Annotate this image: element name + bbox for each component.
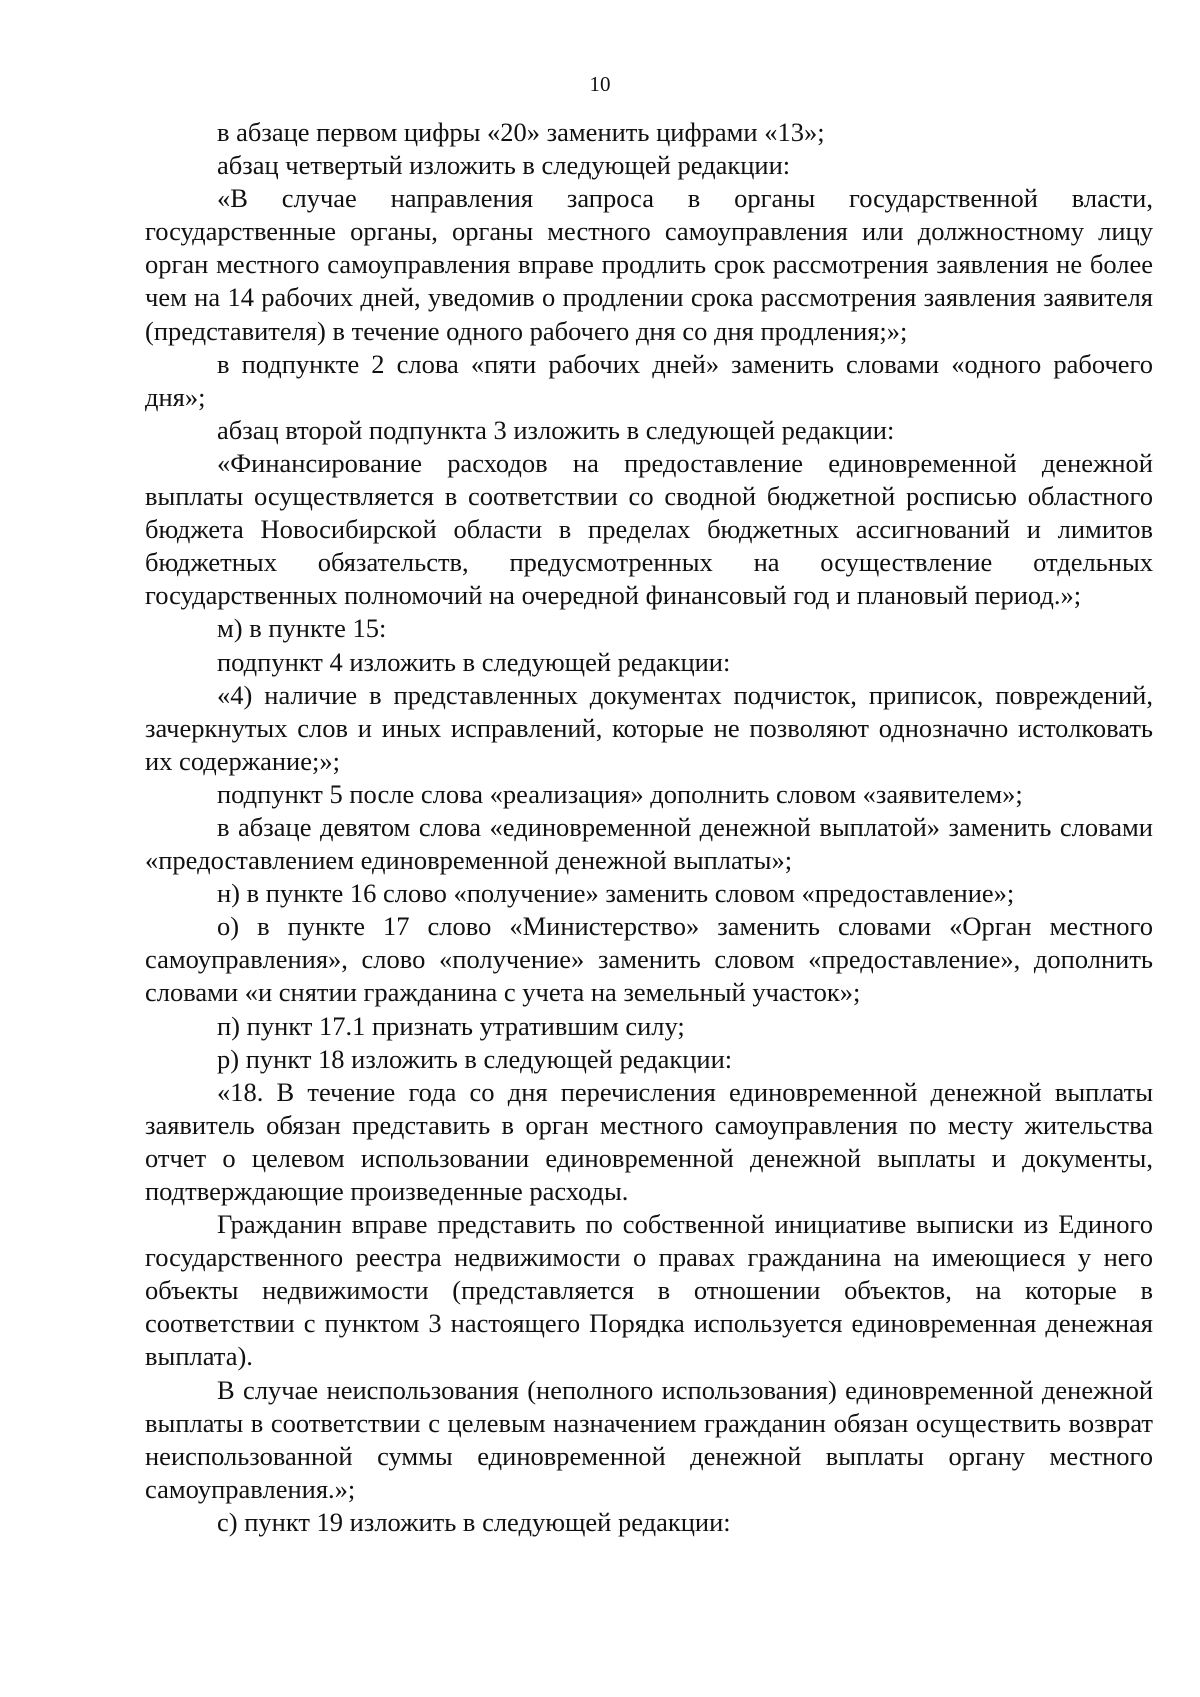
paragraph: подпункт 5 после слова «реализация» дополнить словом «заявителем»; [217, 778, 1023, 809]
paragraph: В случае неиспользования (неполного использования) единовременной денежной выплаты в соответствии с целевым назначением гражданин обязан осуществить возврат неиспользованной суммы единовременной денежной выплаты органу местного самоуправления.»; [145, 1374, 1153, 1504]
paragraph: абзац четвертый изложить в следующей редакции: [217, 150, 791, 181]
paragraph: р) пункт 18 изложить в следующей редакции: [217, 1043, 733, 1074]
paragraph: м) в пункте 15: [217, 613, 387, 644]
paragraph: п) пункт 17.1 признать утратившим силу; [217, 1010, 685, 1041]
page-number: 10 [589, 72, 611, 96]
paragraph: подпункт 4 изложить в следующей редакции: [217, 646, 731, 677]
paragraph: в абзаце девятом слова «единовременной денежной выплатой» заменить словами «предоставлением единовременной денежной выплаты»; [145, 811, 1153, 876]
paragraph: «4) наличие в представленных документах подчисток, приписок, повреждений, зачеркнутых слов и иных исправлений, которые не позволяют однозначно истолковать их содержание;»; [145, 679, 1153, 776]
paragraph: н) в пункте 16 слово «получение» заменить словом «предоставление»; [217, 878, 1015, 909]
paragraph: в абзаце первом цифры «20» заменить цифрами «13»; [217, 117, 825, 147]
paragraph: с) пункт 19 изложить в следующей редакции: [217, 1506, 731, 1537]
paragraph: «В случае направления запроса в органы государственной власти, государственные органы, органы местного самоуправления или должностному лицу орган местного самоуправления вправе продлить срок рассмотрения заявления не более чем на 14 рабочих дней, уведомив о продлении срока рассмотрения заявления заявителя (представителя) в течение одного рабочего дня со дня продления;»; [145, 183, 1153, 346]
paragraph: в подпункте 2 слова «пяти рабочих дней» заменить словами «одного рабочего дня»; [145, 348, 1153, 412]
paragraph: абзац второй подпункта 3 изложить в следующей редакции: [217, 414, 895, 445]
paragraph: Гражданин вправе представить по собственной инициативе выписки из Единого государственного реестра недвижимости о правах гражданина на имеющиеся у него объекты недвижимости (представляется в отношении объектов, на которые в соответствии с пунктом 3 настоящего Порядка используется единовременная денежная выплата). [145, 1209, 1153, 1372]
document-body [145, 116, 1153, 1539]
paragraph: «Финансирование расходов на предоставление единовременной денежной выплаты осуществляется в соответствии со сводной бюджетной росписью областного бюджета Новосибирской области в пределах бюджетных ассигнований и лимитов бюджетных обязательств, предусмотренных на осуществление отдельных государственных полномочий на очередной финансовый год и плановый период.»; [145, 447, 1153, 611]
paragraph: о) в пункте 17 слово «Министерство» заменить словами «Орган местного самоуправления», слово «получение» заменить словом «предоставление», дополнить словами «и снятии гражданина с учета на земельный участок»; [145, 911, 1153, 1008]
paragraph: «18. В течение года со дня перечисления единовременной денежной выплаты заявитель обязан представить в орган местного самоуправления по месту жительства отчет о целевом использовании единовременной денежной выплаты и документы, подтверждающие произведенные расходы. [145, 1076, 1153, 1206]
